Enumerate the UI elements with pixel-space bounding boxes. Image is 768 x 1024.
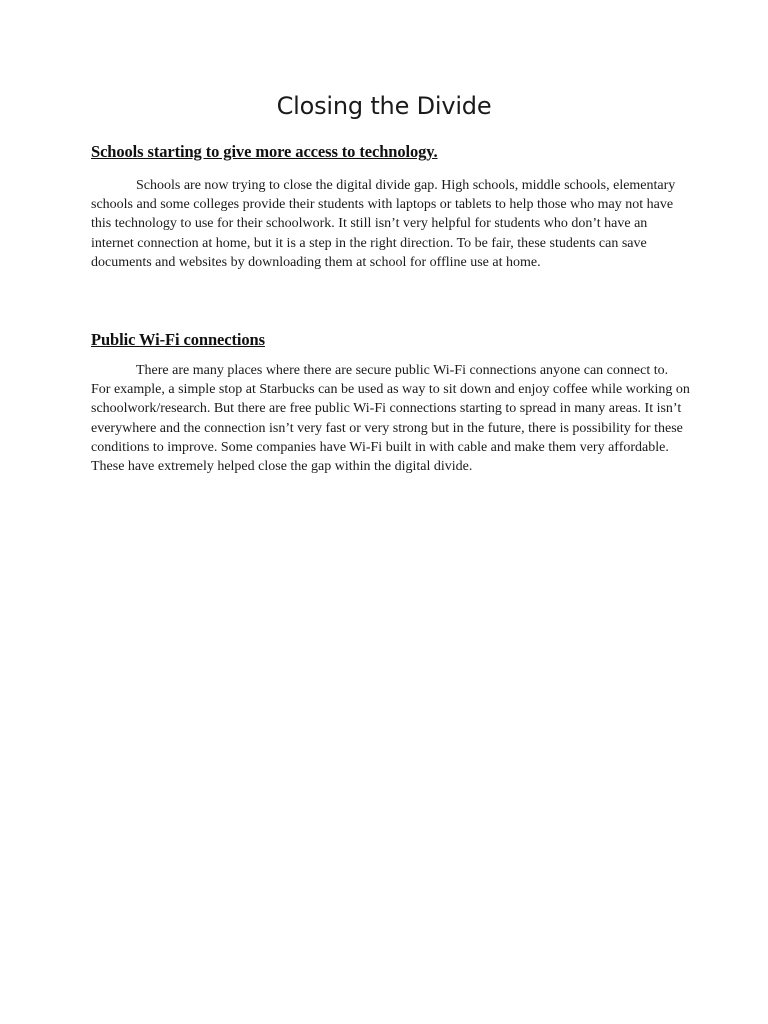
section-heading: Schools starting to give more access to technology. bbox=[91, 142, 438, 161]
document-title: Closing the Divide bbox=[276, 92, 492, 120]
section-public-wifi bbox=[91, 330, 691, 476]
section-paragraph: Schools are now trying to close the digital divide gap. High schools, middle schools, elementary schools and some colleges provide their students with laptops or tablets to help those who may not have this technology to use for their schoolwork. It still isn’t very helpful for students who don’t have an internet connection at home, but it is a step in the right direction. To be fair, these students can save documents and websites by downloading them at school for offline use at home. bbox=[91, 178, 676, 270]
section-school-access bbox=[91, 142, 691, 272]
section-heading: Public Wi-Fi connections bbox=[91, 330, 265, 349]
section-paragraph: There are many places where there are secure public Wi-Fi connections anyone can connect to. For example, a simple stop at Starbucks can be used as way to sit down and enjoy coffee while working on schoolwork/research. But there are free public Wi-Fi connections starting to spread in many areas. It isn’t everywhere and the connection isn’t very fast or very strong but in the future, there is possibility for these conditions to improve. Some companies have Wi-Fi built in with cable and make them very affordable. These have extremely helped close the gap within the digital divide. bbox=[91, 363, 690, 475]
